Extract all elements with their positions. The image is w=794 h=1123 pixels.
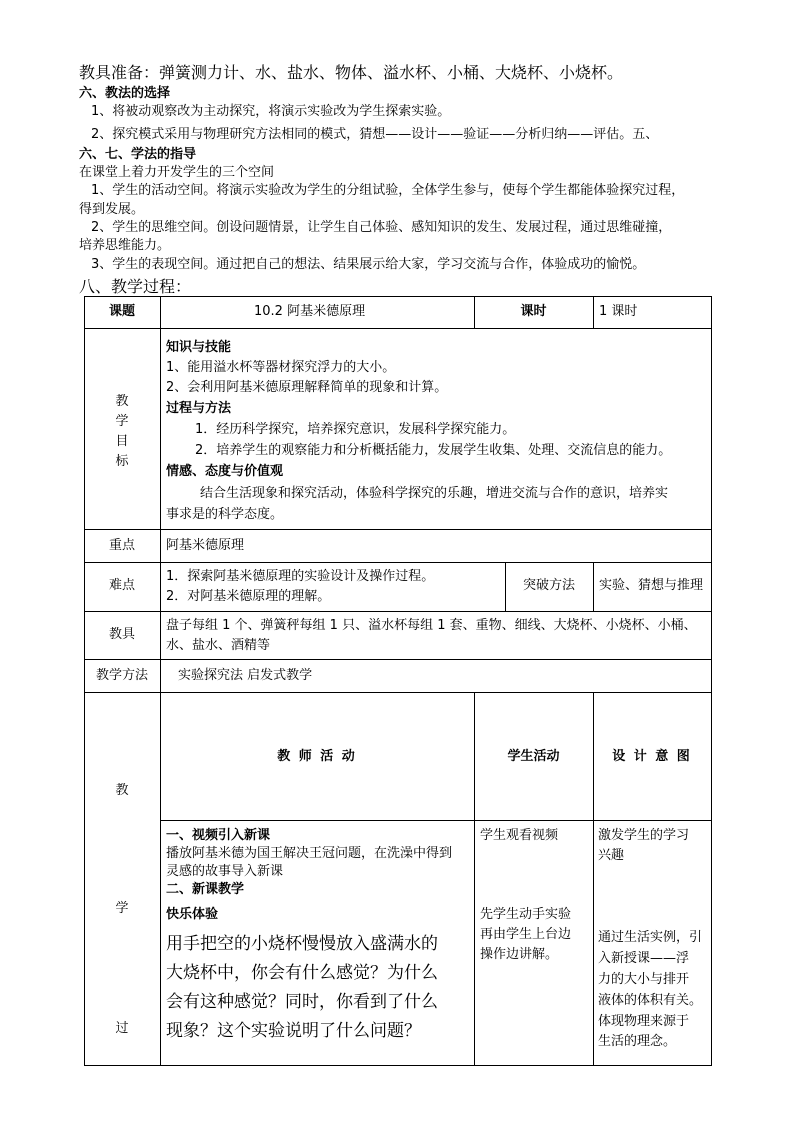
process-side-2: 学	[115, 901, 129, 916]
design-line-1: 激发学生的学习	[598, 828, 690, 843]
goals-label-1: 教	[115, 394, 129, 409]
teacher-h2: 二、新课教学	[166, 882, 245, 897]
tools-line-2: 水、盐水、酒精等	[166, 638, 271, 653]
difficulty-2: 2．对阿基米德原理的理解。	[166, 589, 331, 604]
goals-p2: 2．培养学生的观察能力和分析概括能力，发展学生收集、处理、交流信息的能力。	[195, 443, 672, 458]
goals-label-4: 标	[115, 454, 129, 469]
key-value: 阿基米德原理	[166, 538, 245, 553]
key-label: 重点	[108, 538, 135, 553]
breakthrough-label: 突破方法	[522, 578, 575, 593]
design-line-6: 液体的体积有关。	[598, 993, 703, 1008]
teacher-big-1: 用手把空的小烧杯慢慢放入盛满水的	[166, 934, 438, 954]
teacher-h3: 快乐体验	[166, 907, 219, 922]
tools-label: 教具	[108, 627, 135, 642]
hours-value: 1 课时	[599, 304, 638, 319]
prep-line: 教具准备：弹簧测力计、水、盐水、物体、溢水杯、小桶、大烧杯、小烧杯。	[79, 63, 624, 82]
teacher-big-4: 现象？这个实验说明了什么问题？	[166, 1021, 421, 1041]
sec7-item-2b: 培养思维能力。	[79, 238, 171, 253]
process-side-3: 过	[115, 1021, 129, 1036]
section-8-title: 八、教学过程：	[79, 277, 192, 296]
goals-e2: 事求是的科学态度。	[166, 507, 284, 522]
design-line-5: 力的大小与排开	[598, 972, 690, 987]
sec7-item-1a: 1、学生的活动空间。将演示实验改为学生的分组试验，全体学生参与，使每个学生都能体验探究过程，	[91, 183, 685, 198]
goals-e1: 结合生活现象和探究活动，体验科学探究的乐趣，增进交流与合作的意识，培养实	[200, 486, 669, 501]
goals-k2: 2、会利用阿基米德原理解释简单的现象和计算。	[166, 380, 448, 395]
student-line-1: 学生观看视频	[480, 828, 559, 843]
design-line-3: 通过生活实例，引	[598, 930, 703, 945]
goals-label-2: 学	[115, 414, 129, 429]
tools-line-1: 盘子每组 1 个、弹簧秤每组 1 只、溢水杯每组 1 套、重物、细线、大烧杯、小烧杯、小桶、	[166, 618, 697, 633]
teacher-line-1: 播放阿基米德为国王解决王冠问题，在洗澡中得到	[166, 846, 453, 861]
method-value: 实验探究法 启发式教学	[178, 668, 313, 683]
student-line-4: 操作边讲解。	[480, 947, 559, 962]
design-line-2: 兴趣	[598, 848, 625, 863]
breakthrough-value: 实验、猜想与推理	[599, 578, 704, 593]
goals-label-3: 目	[115, 434, 129, 449]
student-line-3: 再由学生上台边	[480, 927, 572, 942]
goals-heading-process: 过程与方法	[166, 401, 232, 416]
teacher-line-2: 灵感的故事导入新课	[166, 864, 284, 879]
header-design-intent: 设 计 意 图	[612, 749, 692, 764]
topic-label: 课题	[108, 304, 135, 319]
hours-label: 课时	[520, 304, 547, 319]
student-line-2: 先学生动手实验	[480, 907, 572, 922]
goals-p1: 1．经历科学探究，培养探究意识，发展科学探究能力。	[195, 422, 516, 437]
goals-k1: 1、能用溢水杯等器材探究浮力的大小。	[166, 360, 396, 375]
teacher-h1: 一、视频引入新课	[166, 828, 271, 843]
sec6-item-2: 2、探究模式采用与物理研究方法相同的模式，猜想——设计——验证——分析归纳——评估。五、	[91, 127, 659, 142]
topic-value: 10.2 阿基米德原理	[254, 304, 366, 319]
sec6-item-1: 1、将被动观察改为主动探究，将演示实验改为学生探索实验。	[91, 104, 451, 119]
difficulty-1: 1．探索阿基米德原理的实验设计及操作过程。	[166, 569, 435, 584]
process-side-1: 教	[115, 783, 129, 798]
sec7-item-3: 3、学生的表现空间。通过把自己的想法、结果展示给大家，学习交流与合作，体验成功的愉悦。	[91, 257, 646, 272]
section-6-title: 六、教法的选择	[79, 86, 171, 101]
method-label: 教学方法	[95, 668, 148, 683]
design-line-7: 体现物理来源于	[598, 1014, 690, 1029]
sec7-intro: 在课堂上着力开发学生的三个空间	[79, 165, 275, 180]
sec7-item-1b: 得到发展。	[79, 202, 145, 217]
teacher-big-2: 大烧杯中，你会有什么感觉？为什么	[166, 963, 438, 983]
goals-heading-knowledge: 知识与技能	[166, 340, 232, 355]
goals-heading-attitude: 情感、态度与价值观	[166, 464, 284, 479]
difficulty-label: 难点	[108, 578, 135, 593]
design-line-8: 生活的理念。	[598, 1034, 677, 1049]
sec7-item-2a: 2、学生的思维空间。创设问题情景，让学生自己体验、感知知识的发生、发展过程，通过思维碰撞，	[91, 220, 672, 235]
design-line-4: 入新授课——浮	[598, 951, 690, 966]
header-teacher-activity: 教 师 活 动	[277, 749, 357, 764]
header-student-activity: 学生活动	[507, 749, 560, 764]
teacher-big-3: 会有这种感觉？同时，你看到了什么	[166, 992, 438, 1012]
section-7-title: 六、七、学法的指导	[79, 147, 197, 162]
